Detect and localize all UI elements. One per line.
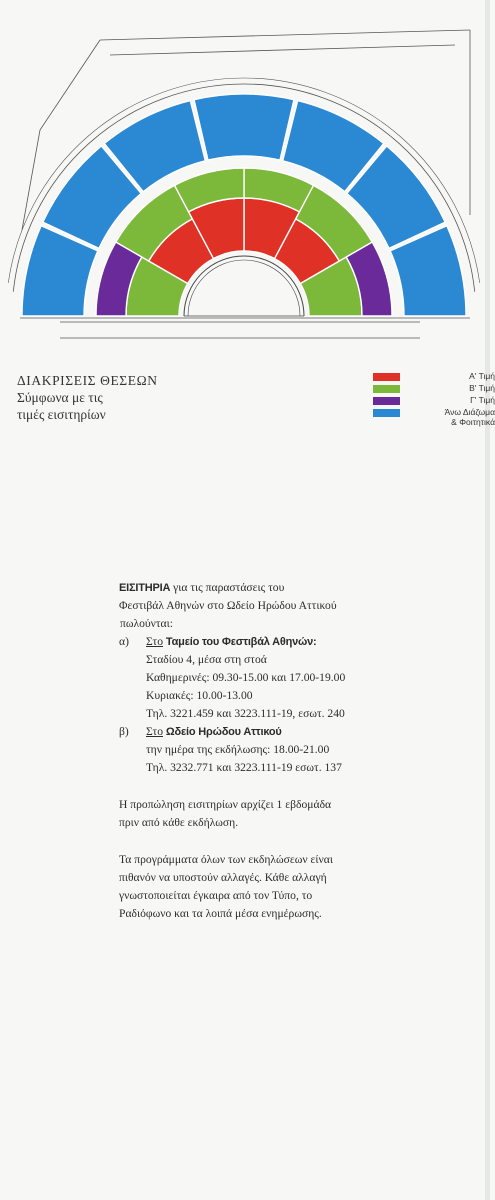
option-a-place: Ταμείο του Φεστιβάλ Αθηνών: <box>165 636 317 648</box>
legend-label-upper-tier-line2: & Φοιτητικά <box>451 416 495 427</box>
site-boundary-line <box>110 45 455 55</box>
legend-label-price-b: Β' Τιμή <box>469 383 495 393</box>
changes-line3: γνωστοποιείται έγκαιρα από τον Τύπο, το <box>119 889 313 902</box>
price-legend <box>373 372 495 430</box>
legend-label-upper-tier-line1: Άνω Διάζωμα <box>444 407 495 417</box>
intro-rest: για τις παραστάσεις του <box>170 581 285 594</box>
caption-title: ΔΙΑΚΡΙΣΕΙΣ ΘΕΣΕΩΝ <box>17 373 158 388</box>
legend-swatch-upper-tier <box>373 409 400 417</box>
option-b <box>119 723 379 741</box>
option-a-line4: Κυριακές: 10.00-13.00 <box>146 689 253 702</box>
seating-sectors <box>22 94 466 316</box>
option-b-line3: Τηλ. 3232.771 και 3223.111-19 εσωτ. 137 <box>146 761 342 774</box>
changes-line1: Τα προγράμματα όλων των εκδηλώσεων είναι <box>119 853 333 866</box>
changes-line2: πιθανόν να υποστούν αλλαγές. Κάθε αλλαγή <box>119 871 327 884</box>
presale-line2: πριν από κάθε εκδήλωση. <box>119 816 239 829</box>
legend-swatch-price-b <box>373 385 400 393</box>
intro-bold: ΕΙΣΙΤΗΡΙΑ <box>119 582 171 594</box>
legend-label-upper-tier <box>405 408 495 427</box>
option-a-line5: Τηλ. 3221.459 και 3223.111-19, εσωτ. 240 <box>146 707 345 720</box>
option-a-line1 <box>146 633 317 651</box>
ticket-info <box>119 579 379 923</box>
orchestra-arc <box>188 260 300 316</box>
option-a-line2: Σταδίου 4, μέσα στη στοά <box>146 653 267 666</box>
legend-item-upper-tier <box>373 408 495 430</box>
option-a-line3: Καθημερινές: 09.30-15.00 και 17.00-19.00 <box>146 671 346 684</box>
site-boundary-line <box>22 130 40 230</box>
option-b-prefix: Στο <box>146 725 163 738</box>
presale-line1: Η προπώληση εισιτηρίων αρχίζει 1 εβδομάδα <box>119 798 332 811</box>
legend-label-price-a: Α' Τιμή <box>469 371 495 381</box>
intro-line1 <box>119 579 379 597</box>
option-b-line1 <box>146 723 282 741</box>
option-a <box>119 633 379 651</box>
legend-swatch-price-a <box>373 373 400 381</box>
seating-caption <box>17 372 158 423</box>
upper-tier-sector <box>194 94 294 160</box>
intro-line2: Φεστιβάλ Αθηνών στο Ωδείο Ηρώδου Αττικού <box>119 599 337 612</box>
changes-line4: Ραδιόφωνο και τα λοιπά μέσα ενημέρωσης. <box>119 907 322 920</box>
site-boundary-line <box>40 40 100 130</box>
legend-swatch-price-c <box>373 397 400 405</box>
caption-subtitle-line2: τιμές εισιτηρίων <box>17 407 106 422</box>
option-b-line2: την ημέρα της εκδήλωσης: 18.00-21.00 <box>146 743 330 756</box>
option-a-mark: α) <box>119 635 129 648</box>
option-a-prefix: Στο <box>146 635 163 648</box>
intro-line3: πωλούνται: <box>120 617 173 630</box>
theatre-seating-plan <box>0 0 490 350</box>
option-b-place: Ωδείο Ηρώδου Αττικού <box>165 726 282 738</box>
option-b-mark: β) <box>119 725 129 738</box>
caption-subtitle-line1: Σύμφωνα με τις <box>17 390 103 405</box>
legend-label-price-c: Γ' Τιμή <box>470 395 495 405</box>
site-boundary-line <box>100 30 470 40</box>
